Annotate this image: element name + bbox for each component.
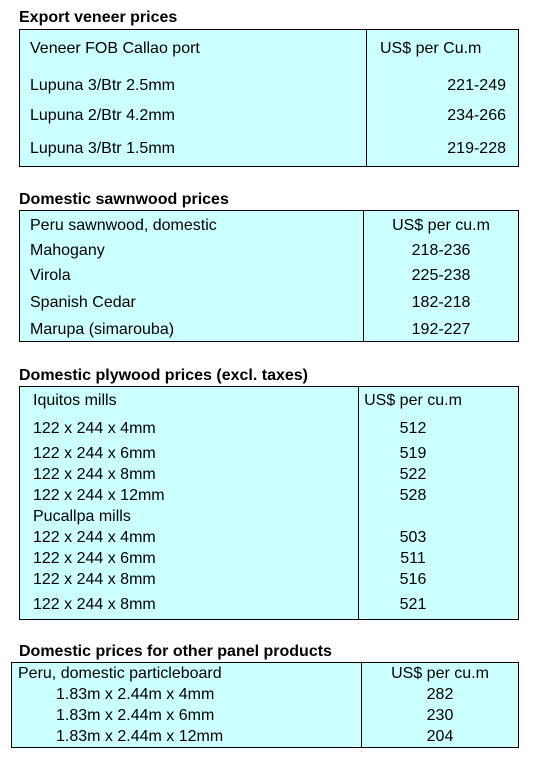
- plywood-row-price: 522: [399, 466, 427, 483]
- sawnwood-row-price: 218-236: [411, 242, 471, 259]
- veneer-header-product: Veneer FOB Callao port: [30, 40, 200, 57]
- sawnwood-row-label: Spanish Cedar: [30, 294, 136, 311]
- sawnwood-row-price: 192-227: [411, 321, 471, 338]
- plywood-row-label: 122 x 244 x 6mm: [33, 550, 156, 567]
- veneer-row-price: 234-266: [447, 107, 506, 124]
- veneer-section-title: Export veneer prices: [19, 9, 178, 26]
- sawnwood-row-label: Mahogany: [30, 242, 105, 259]
- sawnwood-row-price: 182-218: [411, 294, 471, 311]
- plywood-subgroup-label: Pucallpa mills: [33, 508, 131, 525]
- panel-row-price: 204: [426, 728, 454, 745]
- veneer-row-label: Lupuna 3/Btr 2.5mm: [30, 77, 175, 94]
- panel-row-label: 1.83m x 2.44m x 12mm: [56, 728, 224, 745]
- veneer-row-label: Lupuna 3/Btr 1.5mm: [30, 140, 175, 157]
- plywood-row-price: 519: [399, 445, 427, 462]
- plywood-header-group: Iquitos mills: [33, 392, 117, 409]
- sawnwood-row-price: 225-238: [411, 267, 471, 284]
- plywood-header-price: US$ per cu.m: [364, 392, 462, 409]
- sawnwood-row-label: Virola: [30, 267, 71, 284]
- plywood-row-label: 122 x 244 x 12mm: [33, 487, 165, 504]
- panel-header-product: Peru, domestic particleboard: [18, 665, 222, 682]
- panel-row-label: 1.83m x 2.44m x 6mm: [56, 707, 215, 724]
- plywood-row-label: 122 x 244 x 4mm: [33, 529, 156, 546]
- sawnwood-price-table: [19, 210, 519, 342]
- plywood-row-label: 122 x 244 x 4mm: [33, 420, 156, 437]
- veneer-row-label: Lupuna 2/Btr 4.2mm: [30, 107, 175, 124]
- panel-row-price: 282: [426, 686, 454, 703]
- panel-section-title: Domestic prices for other panel products: [19, 643, 332, 660]
- plywood-row-label: 122 x 244 x 8mm: [33, 596, 156, 613]
- panel-price-table: [11, 662, 519, 748]
- plywood-row-price: 516: [399, 571, 427, 588]
- plywood-row-price: 512: [399, 420, 427, 437]
- veneer-row-price: 221-249: [447, 77, 506, 94]
- veneer-header-price: US$ per Cu.m: [380, 40, 482, 57]
- plywood-row-price: 528: [399, 487, 427, 504]
- column-divider: [366, 30, 367, 166]
- plywood-row-price: 511: [400, 550, 426, 567]
- sawnwood-row-label: Marupa (simarouba): [30, 321, 175, 338]
- plywood-row-label: 122 x 244 x 6mm: [33, 445, 156, 462]
- plywood-price-table: [19, 386, 519, 620]
- plywood-row-price: 521: [399, 596, 427, 613]
- plywood-row-label: 122 x 244 x 8mm: [33, 571, 156, 588]
- sawnwood-header-product: Peru sawnwood, domestic: [30, 217, 217, 234]
- veneer-row-price: 219-228: [447, 140, 506, 157]
- panel-row-price: 230: [426, 707, 454, 724]
- veneer-price-table: [19, 29, 519, 167]
- plywood-row-label: 122 x 244 x 8mm: [33, 466, 156, 483]
- plywood-section-title: Domestic plywood prices (excl. taxes): [19, 367, 308, 384]
- panel-row-label: 1.83m x 2.44m x 4mm: [56, 686, 215, 703]
- sawnwood-header-price: US$ per cu.m: [392, 217, 490, 234]
- panel-header-price: US$ per cu.m: [391, 665, 489, 682]
- plywood-row-price: 503: [399, 529, 427, 546]
- sawnwood-section-title: Domestic sawnwood prices: [19, 191, 229, 208]
